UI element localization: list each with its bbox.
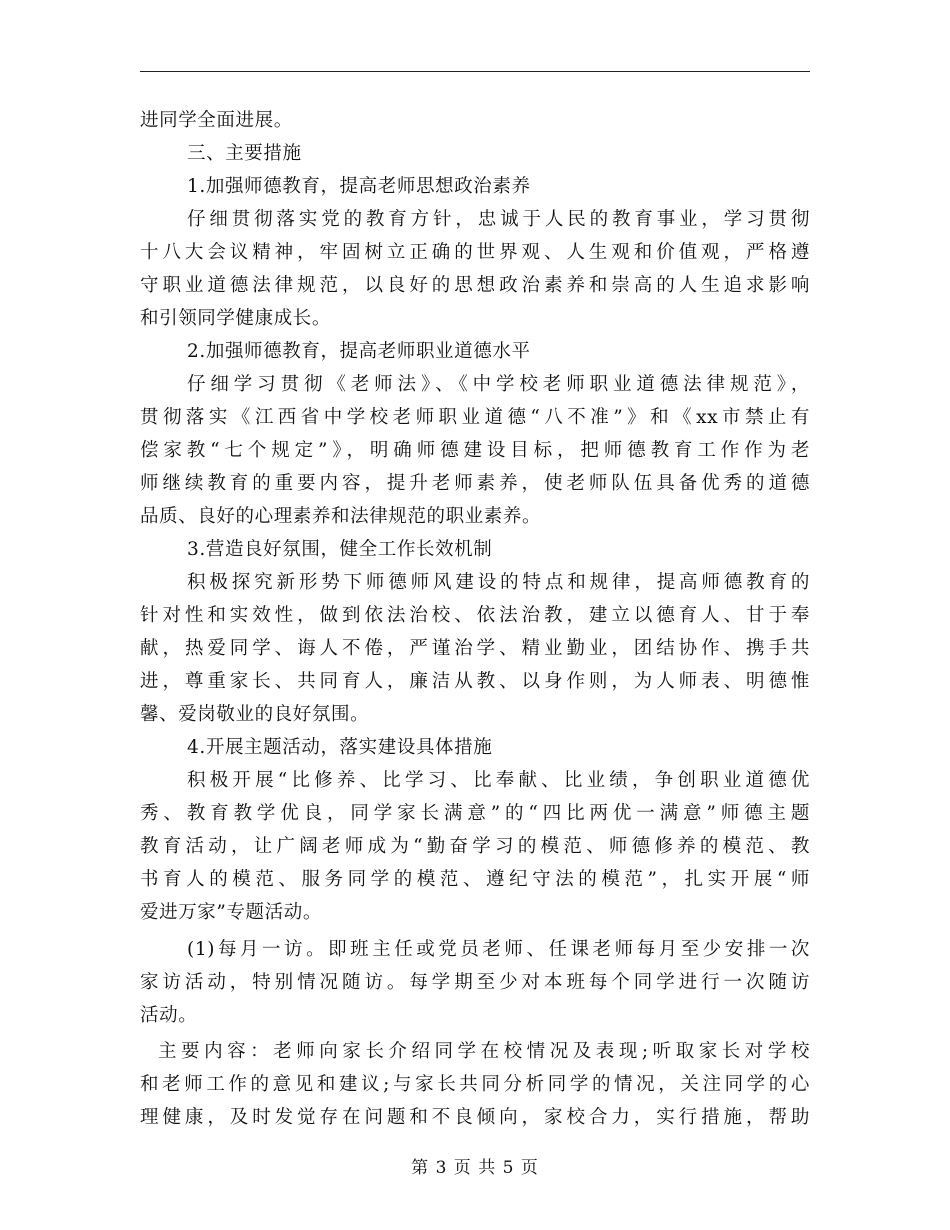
paragraph-line: 品质、良好的心理素养和法律规范的职业素养。 bbox=[140, 506, 542, 527]
paragraph-line: 守职业道德法律规范，以良好的思想政治素养和崇高的人生追求影响 bbox=[140, 275, 810, 296]
header-rule bbox=[140, 71, 810, 72]
paragraph-line: 贯彻落实《江西省中学校老师职业道德“八不准”》和《xx市禁止有 bbox=[140, 407, 810, 428]
paragraph-line: 积极探究新形势下师德师风建设的特点和规律，提高师德教育的 bbox=[187, 572, 810, 593]
paragraph-line: 师继续教育的重要内容，提升老师素养，使老师队伍具备优秀的道德 bbox=[140, 473, 810, 494]
paragraph-line: 活动。 bbox=[140, 1005, 198, 1026]
paragraph-line: 十八大会议精神，牢固树立正确的世界观、人生观和价值观，严格遵 bbox=[140, 242, 810, 263]
subsection-heading: 4.开展主题活动，落实建设具体措施 bbox=[187, 737, 493, 758]
paragraph-line: 献，热爱同学、诲人不倦，严谨治学、精业勤业，团结协作、携手共 bbox=[140, 638, 810, 659]
document-body bbox=[140, 104, 810, 1134]
paragraph-line: 书育人的模范、服务同学的模范、遵纪守法的模范”，扎实开展“师 bbox=[140, 869, 810, 890]
paragraph-line: 积极开展“比修养、比学习、比奉献、比业绩，争创职业道德优 bbox=[187, 770, 810, 791]
paragraph-line: 针对性和实效性，做到依法治校、依法治教，建立以德育人、甘于奉 bbox=[140, 605, 810, 626]
subsection-heading: 1.加强师德教育，提高老师思想政治素养 bbox=[187, 176, 531, 197]
subsection-heading: 2.加强师德教育，提高老师职业道德水平 bbox=[187, 341, 531, 362]
paragraph-line: (1)每月一访。即班主任或党员老师、任课老师每月至少安排一次 bbox=[187, 939, 810, 960]
paragraph-line: 仔细贯彻落实党的教育方针，忠诚于人民的教育事业，学习贯彻 bbox=[187, 209, 810, 230]
paragraph-line: 进，尊重家长、共同育人，廉洁从教、以身作则，为人师表、明德惟 bbox=[140, 671, 810, 692]
paragraph-line: 和老师工作的意见和建议;与家长共同分析同学的情况，关注同学的心 bbox=[140, 1074, 810, 1095]
paragraph-line: 爱进万家”专题活动。 bbox=[140, 902, 322, 923]
paragraph-line: 馨、爱岗敬业的良好氛围。 bbox=[140, 704, 370, 725]
paragraph-line: 进同学全面进展。 bbox=[140, 110, 293, 131]
paragraph-line: 理健康，及时发觉存在问题和不良倾向，家校合力，实行措施，帮助 bbox=[140, 1107, 810, 1128]
subsection-heading: 3.营造良好氛围，健全工作长效机制 bbox=[187, 539, 493, 560]
section-heading: 三、主要措施 bbox=[187, 143, 302, 164]
paragraph-line: 和引领同学健康成长。 bbox=[140, 308, 332, 329]
page-number: 第 3 页 共 5 页 bbox=[411, 1158, 539, 1178]
paragraph-line: 仔细学习贯彻《老师法》、《中学校老师职业道德法律规范》， bbox=[187, 374, 810, 395]
paragraph-line: 教育活动，让广阔老师成为“勤奋学习的模范、师德修养的模范、教 bbox=[140, 836, 810, 857]
paragraph-line: 主要内容：老师向家长介绍同学在校情况及表现;听取家长对学校 bbox=[158, 1041, 810, 1062]
paragraph-line: 家访活动，特别情况随访。每学期至少对本班每个同学进行一次随访 bbox=[140, 972, 810, 993]
paragraph-line: 秀、教育教学优良，同学家长满意”的“四比两优一满意”师德主题 bbox=[140, 803, 810, 824]
paragraph-line: 偿家教“七个规定”》，明确师德建设目标，把师德教育工作作为老 bbox=[140, 440, 810, 461]
